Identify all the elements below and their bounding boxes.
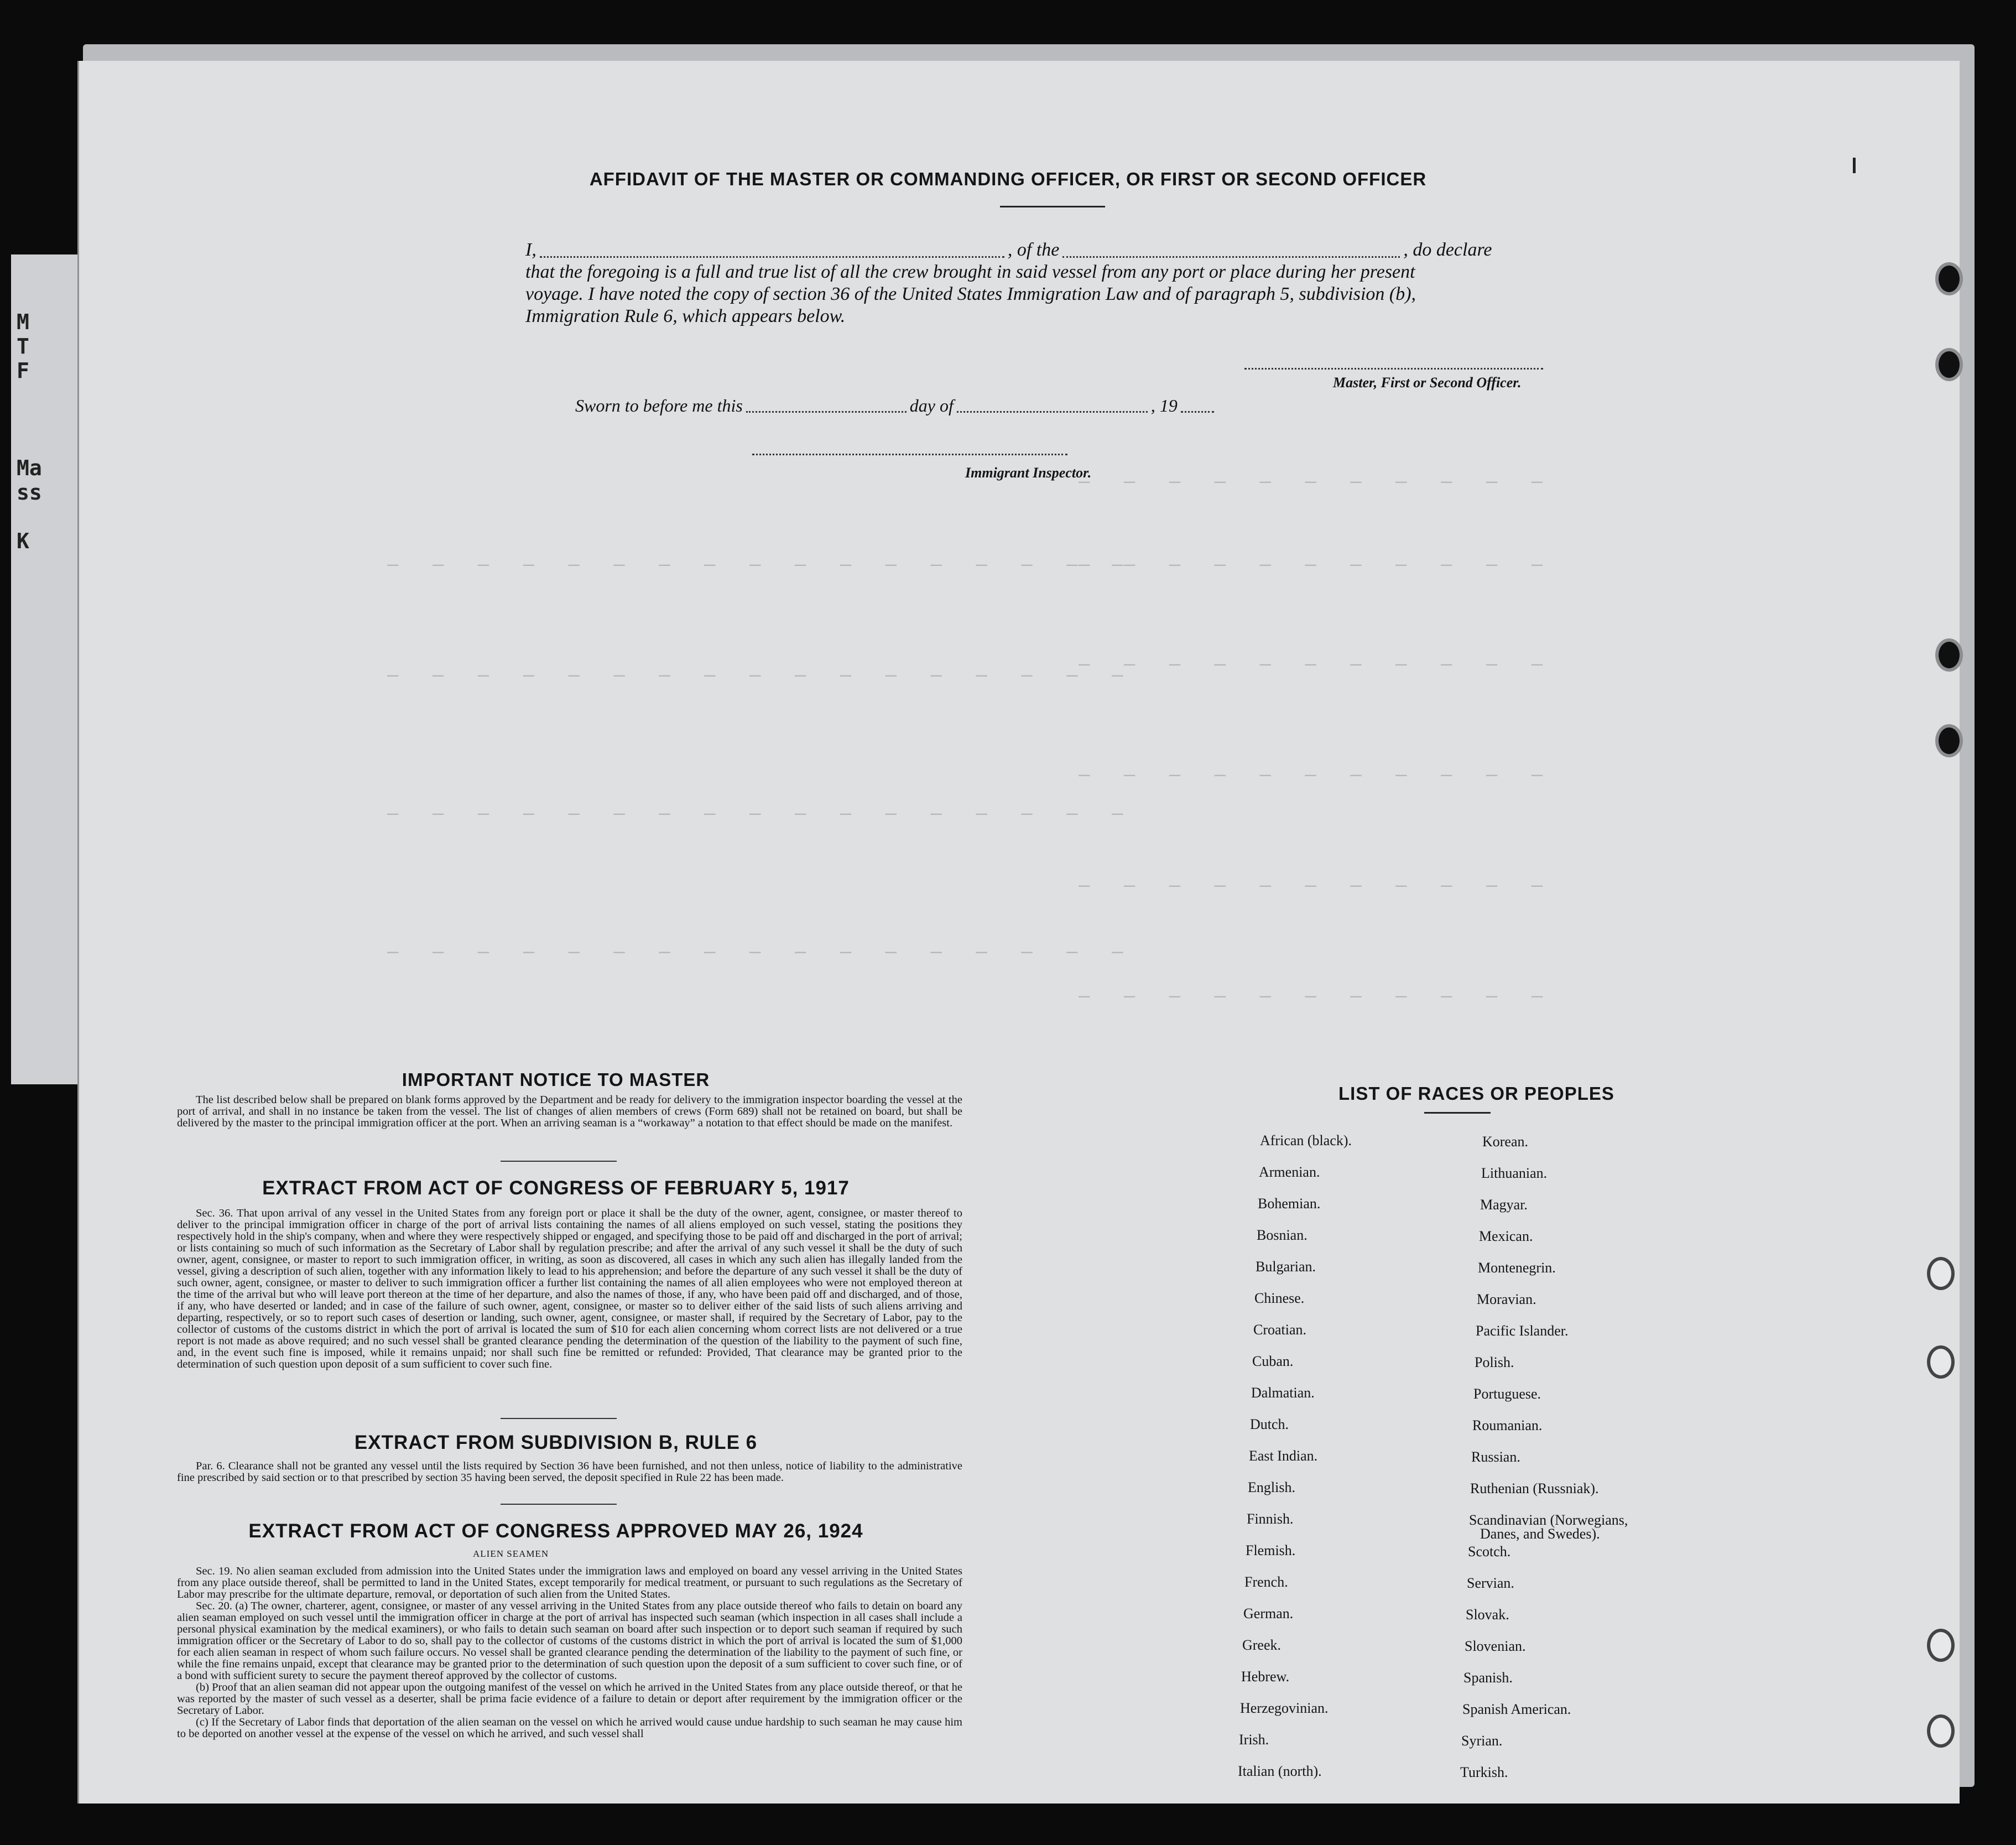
do-declare-label: , do declare: [1403, 240, 1492, 260]
alien-seamen-subheading: ALIEN SEAMEN: [473, 1548, 549, 1559]
race-right-item: Russian.: [1471, 1449, 1520, 1465]
extract-1917-heading: EXTRACT FROM ACT OF CONGRESS OF FEBRUARY 5, 1917: [262, 1177, 850, 1199]
bleed-through: — — — — — — — — — — —: [1079, 470, 1543, 492]
bleed-through: — — — — — — — — — — —: [1079, 763, 1543, 786]
race-left-item: Italian (north).: [1238, 1763, 1322, 1779]
binder-hole: [1939, 727, 1960, 754]
race-left-item: French.: [1244, 1574, 1288, 1590]
race-left-item: Chinese.: [1254, 1290, 1305, 1306]
races-heading: LIST OF RACES OR PEOPLES: [1338, 1083, 1614, 1104]
bleed-through: — — — — — — — — — — — — — — — — —: [387, 802, 1123, 824]
race-right-item: Servian.: [1467, 1575, 1514, 1591]
race-right-item: Scandinavian (Norwegians,: [1469, 1512, 1628, 1528]
sec-20a: Sec. 20. (a) The owner, charterer, agent, consignee, or master of any vessel arriving in the United States from any place outside thereof who fails to detain on board any alien seaman employed on such vessel until the immigration officer in charge at the port of arrival has inspected such seaman (which inspection in all cases shall include a personal physical examination by the medical examiners), or who fails to detain such seaman on board after such inspection or to deport such seaman if required by such immigration officer or the Secretary of Labor to do so, shall pay to the collector of customs of the customs district in which the port of arrival is located the sum of $1,000 for each alien seaman in respect of whom such failure occurs. No vessel shall be granted clearance pending the determination of the liability to the payment of such fine, or while the fine remains unpaid, except that clearance may be granted prior to the determination of such question upon the deposit of a sum sufficient to cover such fine, or of a bond with sufficient surety to secure the payment thereof approved by the collector of customs.: [177, 1600, 962, 1682]
race-right-item: Spanish American.: [1462, 1701, 1571, 1717]
declaration-line-1: [525, 239, 1587, 261]
race-left-item: Croatian.: [1253, 1322, 1307, 1338]
inspector-label: Immigrant Inspector.: [965, 465, 1092, 481]
race-left-item: Dutch.: [1250, 1416, 1289, 1432]
race-right-item: Syrian.: [1461, 1733, 1503, 1749]
sworn-day-of: day of: [909, 396, 954, 415]
sec-20c: (c) If the Secretary of Labor finds that deportation of the alien seaman on the vessel on which he arrived would cause undue hardship to such seaman he may cause him to be deported on another vessel at the expense of the vessel on which he arrived, and such vessel shall: [177, 1716, 962, 1740]
section-rule: [501, 1418, 617, 1419]
race-right-item: Slovenian.: [1465, 1638, 1526, 1654]
race-right-item: Lithuanian.: [1481, 1165, 1548, 1181]
declaration-start: I,: [525, 240, 536, 260]
extract-1917-body: Sec. 36. That upon arrival of any vessel in the United States from any foreign port or place it shall be the duty of the owner, agent, consignee, or master thereof to deliver to the principal immigration officer in charge of the port of arrival lists containing the names of all aliens employed on such vessel, stating the positions they respectively hold in the ship's company, when and where they were respectively shipped or engaged, and specifying those to be paid off and discharged in the port of arrival; or lists containing so much of such information as the Secretary of Labor shall by regulation prescribe; and after the arrival of any such vessel it shall be the duty of such owner, agent, consignee, or master to report to such immigration officer, in writing, as soon as discovered, all cases in which any such alien has illegally landed from the vessel, giving a description of such alien, together with any information likely to lead to his apprehension; and before the departure of any such vessel it shall be the duty of such owner, agent, consignee, or master to deliver to such immigration officer a further list containing the names of all alien employees who were not employed thereon at the time of the arrival but who will leave port thereon at the time of her departure, and also the names of those, if any, who have been paid off and discharged, and of those, if any, who have deserted or landed; and in case of the failure of such owner, agent, consignee, or master so to deliver either of the said lists of such aliens arriving and departing, respectively, or so to report such cases of desertion or landing, such owner, agent, consignee, or master shall, if required by the Secretary of Labor, pay to the collector of customs of the customs district in which the port of arrival is located the sum of $10 for each alien concerning whom correct lists are not delivered or a true report is not made as above required; and no such vessel shall be granted clearance pending the determination of the question of the liability to the payment of such fine, and, in the event such fine is imposed, while it remains unpaid; nor shall such fine be remitted or refunded: Provided, That clearance may be granted prior to the determination of such question upon deposit of a sum sufficient to cover such fine.: [177, 1207, 962, 1370]
notice-body: The list described below shall be prepared on blank forms approved by the Department and be ready for delivery to the immigration inspector boarding the vessel at the port of arrival, and shall in no instance be taken from the vessel. The list of changes of alien members of crews (Form 689) shall not be retained on board, but shall be delivered by the master to the principal immigration officer at the port. When an arriving seaman is a “workaway” a notation to that effect should be made on the manifest.: [177, 1094, 962, 1129]
bleed-through: — — — — — — — — — — — — — — — — —: [387, 553, 1123, 575]
race-right-item: Danes, and Swedes).: [1480, 1526, 1600, 1542]
declaration-line-4: Immigration Rule 6, which appears below.: [525, 306, 846, 326]
declaration-line-3: voyage. I have noted the copy of section 36 of the United States Immigration Law and of paragraph 5, subdivision (b),: [525, 284, 1416, 304]
race-right-item: Turkish.: [1460, 1764, 1508, 1780]
vessel-blank[interactable]: [1062, 243, 1400, 258]
declaration-line-2: that the foregoing is a full and true list of all the crew brought in said vessel from any port or place during her present: [525, 262, 1415, 282]
declaration: [525, 239, 1587, 328]
bleed-through: — — — — — — — — — — — — — — — — —: [387, 940, 1123, 963]
race-left-item: African (black).: [1260, 1132, 1352, 1148]
notice-heading: IMPORTANT NOTICE TO MASTER: [402, 1069, 710, 1090]
name-blank[interactable]: [540, 243, 1004, 258]
race-right-item: Spanish.: [1463, 1670, 1513, 1686]
race-left-item: German.: [1243, 1605, 1294, 1621]
extract-1924-body: [177, 1566, 962, 1740]
race-left-item: Herzegovinian.: [1240, 1700, 1329, 1716]
bleed-through: — — — — — — — — — — —: [1079, 653, 1543, 675]
sworn-year-blank[interactable]: [1181, 398, 1214, 413]
extract-rule6-heading: EXTRACT FROM SUBDIVISION B, RULE 6: [354, 1432, 758, 1453]
bleed-through: — — — — — — — — — — — — — — — — —: [387, 664, 1123, 686]
race-right-item: Magyar.: [1480, 1197, 1528, 1213]
extract-rule6-body: Par. 6. Clearance shall not be granted any vessel until the lists required by Section 36 have been furnished, and not then unless, notice of liability to the administrative fine prescribed by said section or to that prescribed by section 35 having been served, the deposit specified in Rule 22 has been made.: [177, 1460, 962, 1484]
bleed-through: — — — — — — — — — — —: [1079, 874, 1543, 896]
left-page-fragment: [11, 254, 77, 1084]
binder-hole: [1939, 642, 1960, 668]
race-right-item: Scotch.: [1468, 1543, 1511, 1560]
race-right-item: Slovak.: [1466, 1607, 1509, 1623]
master-signature-label: Master, First or Second Officer.: [1333, 375, 1522, 391]
sworn-day-blank[interactable]: [746, 398, 907, 413]
binder-hole: [1930, 1632, 1951, 1659]
title-rule: [1000, 206, 1105, 207]
sec-19: Sec. 19. No alien seaman excluded from admission into the United States under the immigration laws and employed on board any vessel arriving in the United States from any place outside thereof, shall be permitted to land in the United States, except temporarily for medical treatment, or pursuant to such regulations as the Secretary of Labor may prescribe for the ultimate departure, removal, or deportation of such alien from the United States.: [177, 1565, 962, 1600]
race-right-item: Roumanian.: [1472, 1417, 1543, 1433]
fragment-marks: M T F Ma ss K: [17, 310, 42, 553]
race-right-item: Polish.: [1475, 1354, 1514, 1370]
race-left-item: Armenian.: [1259, 1164, 1320, 1180]
sworn-line: [575, 396, 1217, 416]
sworn-year: , 19: [1150, 396, 1178, 415]
race-right-item: Pacific Islander.: [1476, 1323, 1569, 1339]
race-left-item: Dalmatian.: [1251, 1385, 1315, 1401]
sec-20b: (b) Proof that an alien seaman did not appear upon the outgoing manifest of the vessel on which he arrived in the United States from any place outside thereof, or that he was reported by the master of such vessel as a deserter, shall be prima facie evidence of a failure to detain or deport after requirement by the immigration officer or the Secretary of Labor.: [177, 1681, 962, 1717]
race-right-item: Ruthenian (Russniak).: [1470, 1480, 1599, 1496]
sworn-prefix: Sworn to before me this: [575, 396, 743, 415]
race-right-item: Montenegrin.: [1478, 1260, 1556, 1276]
section-rule: [501, 1161, 617, 1162]
race-left-item: Bulgarian.: [1256, 1259, 1316, 1275]
extract-1924-heading: EXTRACT FROM ACT OF CONGRESS APPROVED MAY 26, 1924: [248, 1520, 863, 1542]
race-right-item: Portuguese.: [1473, 1386, 1541, 1402]
race-left-item: Greek.: [1242, 1637, 1282, 1653]
race-right-item: Mexican.: [1479, 1228, 1533, 1244]
affidavit-title: AFFIDAVIT OF THE MASTER OR COMMANDING OFFICER, OR FIRST OR SECOND OFFICER: [589, 169, 1427, 189]
race-left-item: East Indian.: [1249, 1448, 1318, 1464]
binder-hole: [1930, 1260, 1951, 1287]
binder-hole: [1930, 1349, 1951, 1375]
bleed-through: — — — — — — — — — — —: [1079, 985, 1543, 1007]
bleed-through: — — — — — — — — — — —: [1079, 553, 1543, 575]
race-left-item: English.: [1248, 1479, 1295, 1495]
race-right-item: Moravian.: [1477, 1291, 1536, 1307]
master-signature-line[interactable]: [1244, 368, 1543, 370]
of-the-label: , of the: [1007, 240, 1060, 260]
race-left-item: Bohemian.: [1258, 1196, 1321, 1212]
race-left-item: Finnish.: [1247, 1511, 1294, 1527]
sworn-month-blank[interactable]: [957, 398, 1148, 413]
binder-hole: [1930, 1718, 1951, 1744]
race-right-item: Korean.: [1482, 1134, 1529, 1150]
races-rule: [1424, 1112, 1491, 1114]
race-left-item: Cuban.: [1252, 1353, 1294, 1369]
section-rule: [501, 1504, 617, 1505]
inspector-signature-line[interactable]: [752, 454, 1067, 455]
race-left-item: Bosnian.: [1257, 1227, 1307, 1243]
race-left-item: Flemish.: [1246, 1542, 1296, 1558]
race-left-item: Hebrew.: [1241, 1669, 1290, 1685]
binder-hole: [1939, 351, 1960, 378]
binder-hole: [1939, 266, 1960, 292]
race-left-item: Irish.: [1239, 1732, 1269, 1748]
